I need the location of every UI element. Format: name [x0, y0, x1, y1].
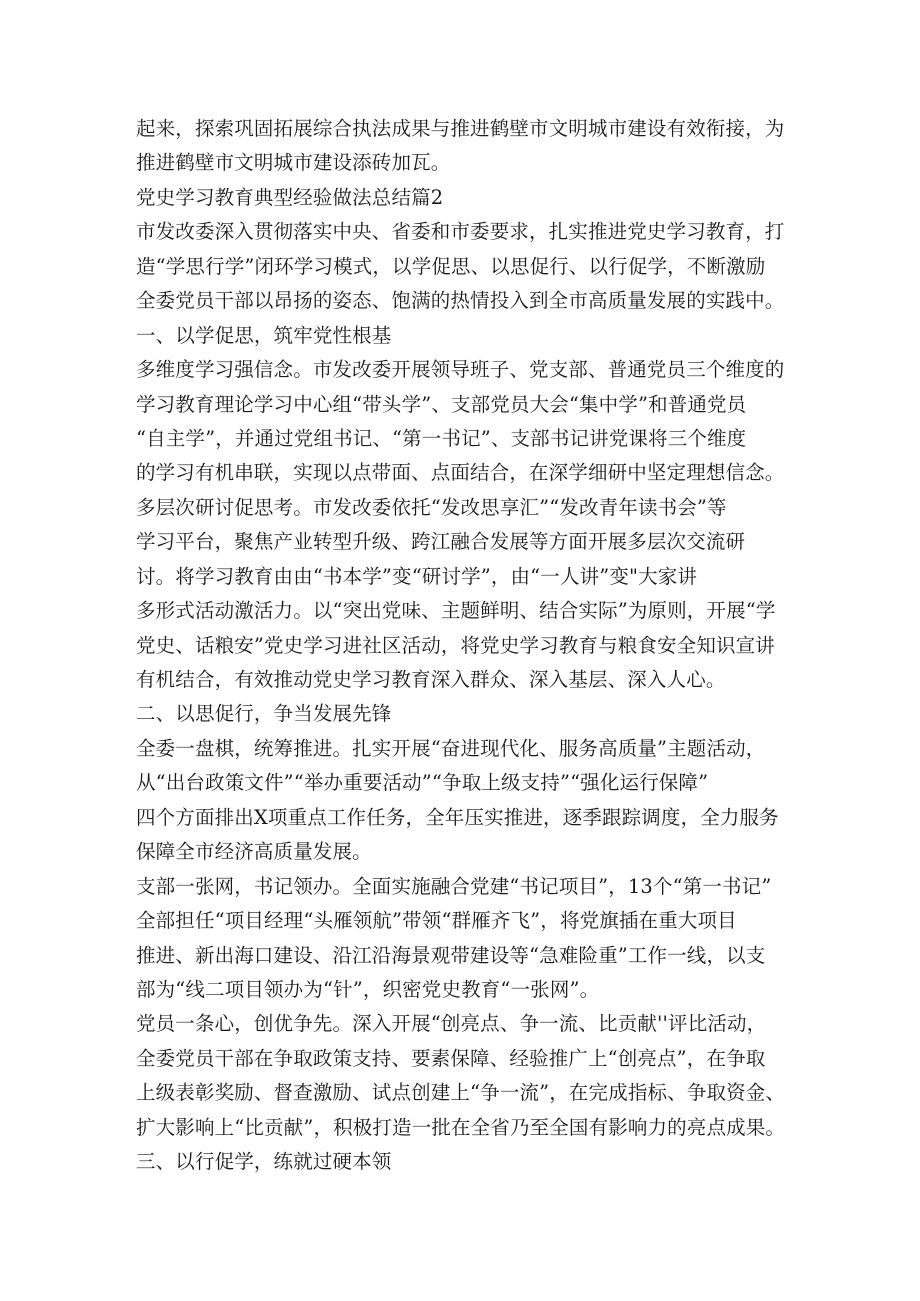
text-line: 造“学思行学”闭环学习模式，以学促思、以思促行、以行促学，不断激励 [136, 254, 766, 278]
section-title: 党史学习教育典型经验做法总结篇2 [136, 185, 444, 209]
text-line: 支部一张网，书记领办。全面实施融合党建“书记项目”，13个“第一书记” [136, 874, 772, 898]
text-line: 有机结合，有效推动党史学习教育深入群众、深入基层、深入人心。 [136, 668, 726, 691]
text-line: 学习平台，聚焦产业转型升级、跨江融合发展等方面开展多层次交流研 [136, 530, 746, 554]
text-line: 党史、话粮安”党史学习进社区活动，将党史学习教育与粮食安全知识宣讲 [136, 633, 775, 657]
heading-3: 三、以行促学，练就过硬本领 [136, 1150, 392, 1174]
text-line: 全委党员干部以昂扬的姿态、饱满的热情投入到全市高质量发展的实践中。 [136, 289, 785, 313]
text-line: 讨。将学习教育由由“书本学”变“研讨学”，由“一人讲”变"大家讲 [136, 564, 698, 588]
text-line: 上级表彰奖励、督查激励、试点创建上“争一流”，在完成指标、争取资金、 [136, 1081, 786, 1105]
text-line: 全部担任“项目经理“头雁领航”带领“群雁齐飞”，将党旗插在重大项目 [136, 909, 737, 933]
text-line: 党员一条心，创优争先。深入开展“创亮点、争一流、比贡献''评比活动， [136, 1012, 767, 1036]
text-line: 学习教育理论学习中心组“带头学”、支部党员大会“集中学”和普通党员 [136, 392, 747, 416]
heading-1: 一、以学促思，筑牢党性根基 [136, 323, 392, 347]
text-line: 从“出台政策文件”“举办重要活动”“争取上级支持”“强化运行保障” [136, 771, 709, 795]
text-line: 扩大影响上“比贡献”，积极打造一批在全省乃至全国有影响力的亮点成果。 [136, 1115, 786, 1139]
heading-2: 二、以思促行，争当发展先锋 [136, 702, 392, 726]
text-line: 推进鹤壁市文明城市建设添砖加瓦。 [136, 151, 451, 175]
text-line: 推进、新出海口建设、沿江沿海景观带建设等“急难险重”工作一线，以支 [136, 943, 766, 967]
text-line: 多形式活动激活力。以“突出党味、主题鲜明、结合实际”为原则，开展“学 [136, 599, 776, 623]
text-line: 起来，探索巩固拓展综合执法成果与推进鹤壁市文明城市建设有效衔接，为 [136, 117, 785, 140]
text-line: 多维度学习强信念。市发改委开展领导班子、党支部、普通党员三个维度的 [136, 358, 785, 382]
text-line: 全委一盘棋，统筹推进。扎实开展“奋进现代化、服务高质量”主题活动， [136, 736, 766, 760]
text-line: 多层次研讨促思考。市发改委依托“发改思享汇”“发改青年读书会”等 [136, 495, 727, 519]
text-line: 市发改委深入贯彻落实中央、省委和市委要求，扎实推进党史学习教育，打 [136, 220, 785, 244]
text-line: 四个方面排出X项重点工作任务，全年压实推进，逐季跟踪调度，全力服务 [136, 805, 779, 829]
text-line: 保障全市经济高质量发展。 [136, 840, 372, 864]
text-line: 的学习有机串联，实现以点带面、点面结合，在深学细研中坚定理想信念。 [136, 461, 785, 485]
document-body [136, 112, 801, 1180]
text-line: 部为“线二项目领办为“针”，织密党史教育“一张网”。 [136, 977, 600, 1001]
text-line: 全委党员干部在争取政策支持、要素保障、经验推广上“创亮点”，在争取 [136, 1046, 766, 1070]
text-line: “自主学”，并通过党组书记、“第一书记”、支部书记讲党课将三个维度 [136, 426, 747, 450]
